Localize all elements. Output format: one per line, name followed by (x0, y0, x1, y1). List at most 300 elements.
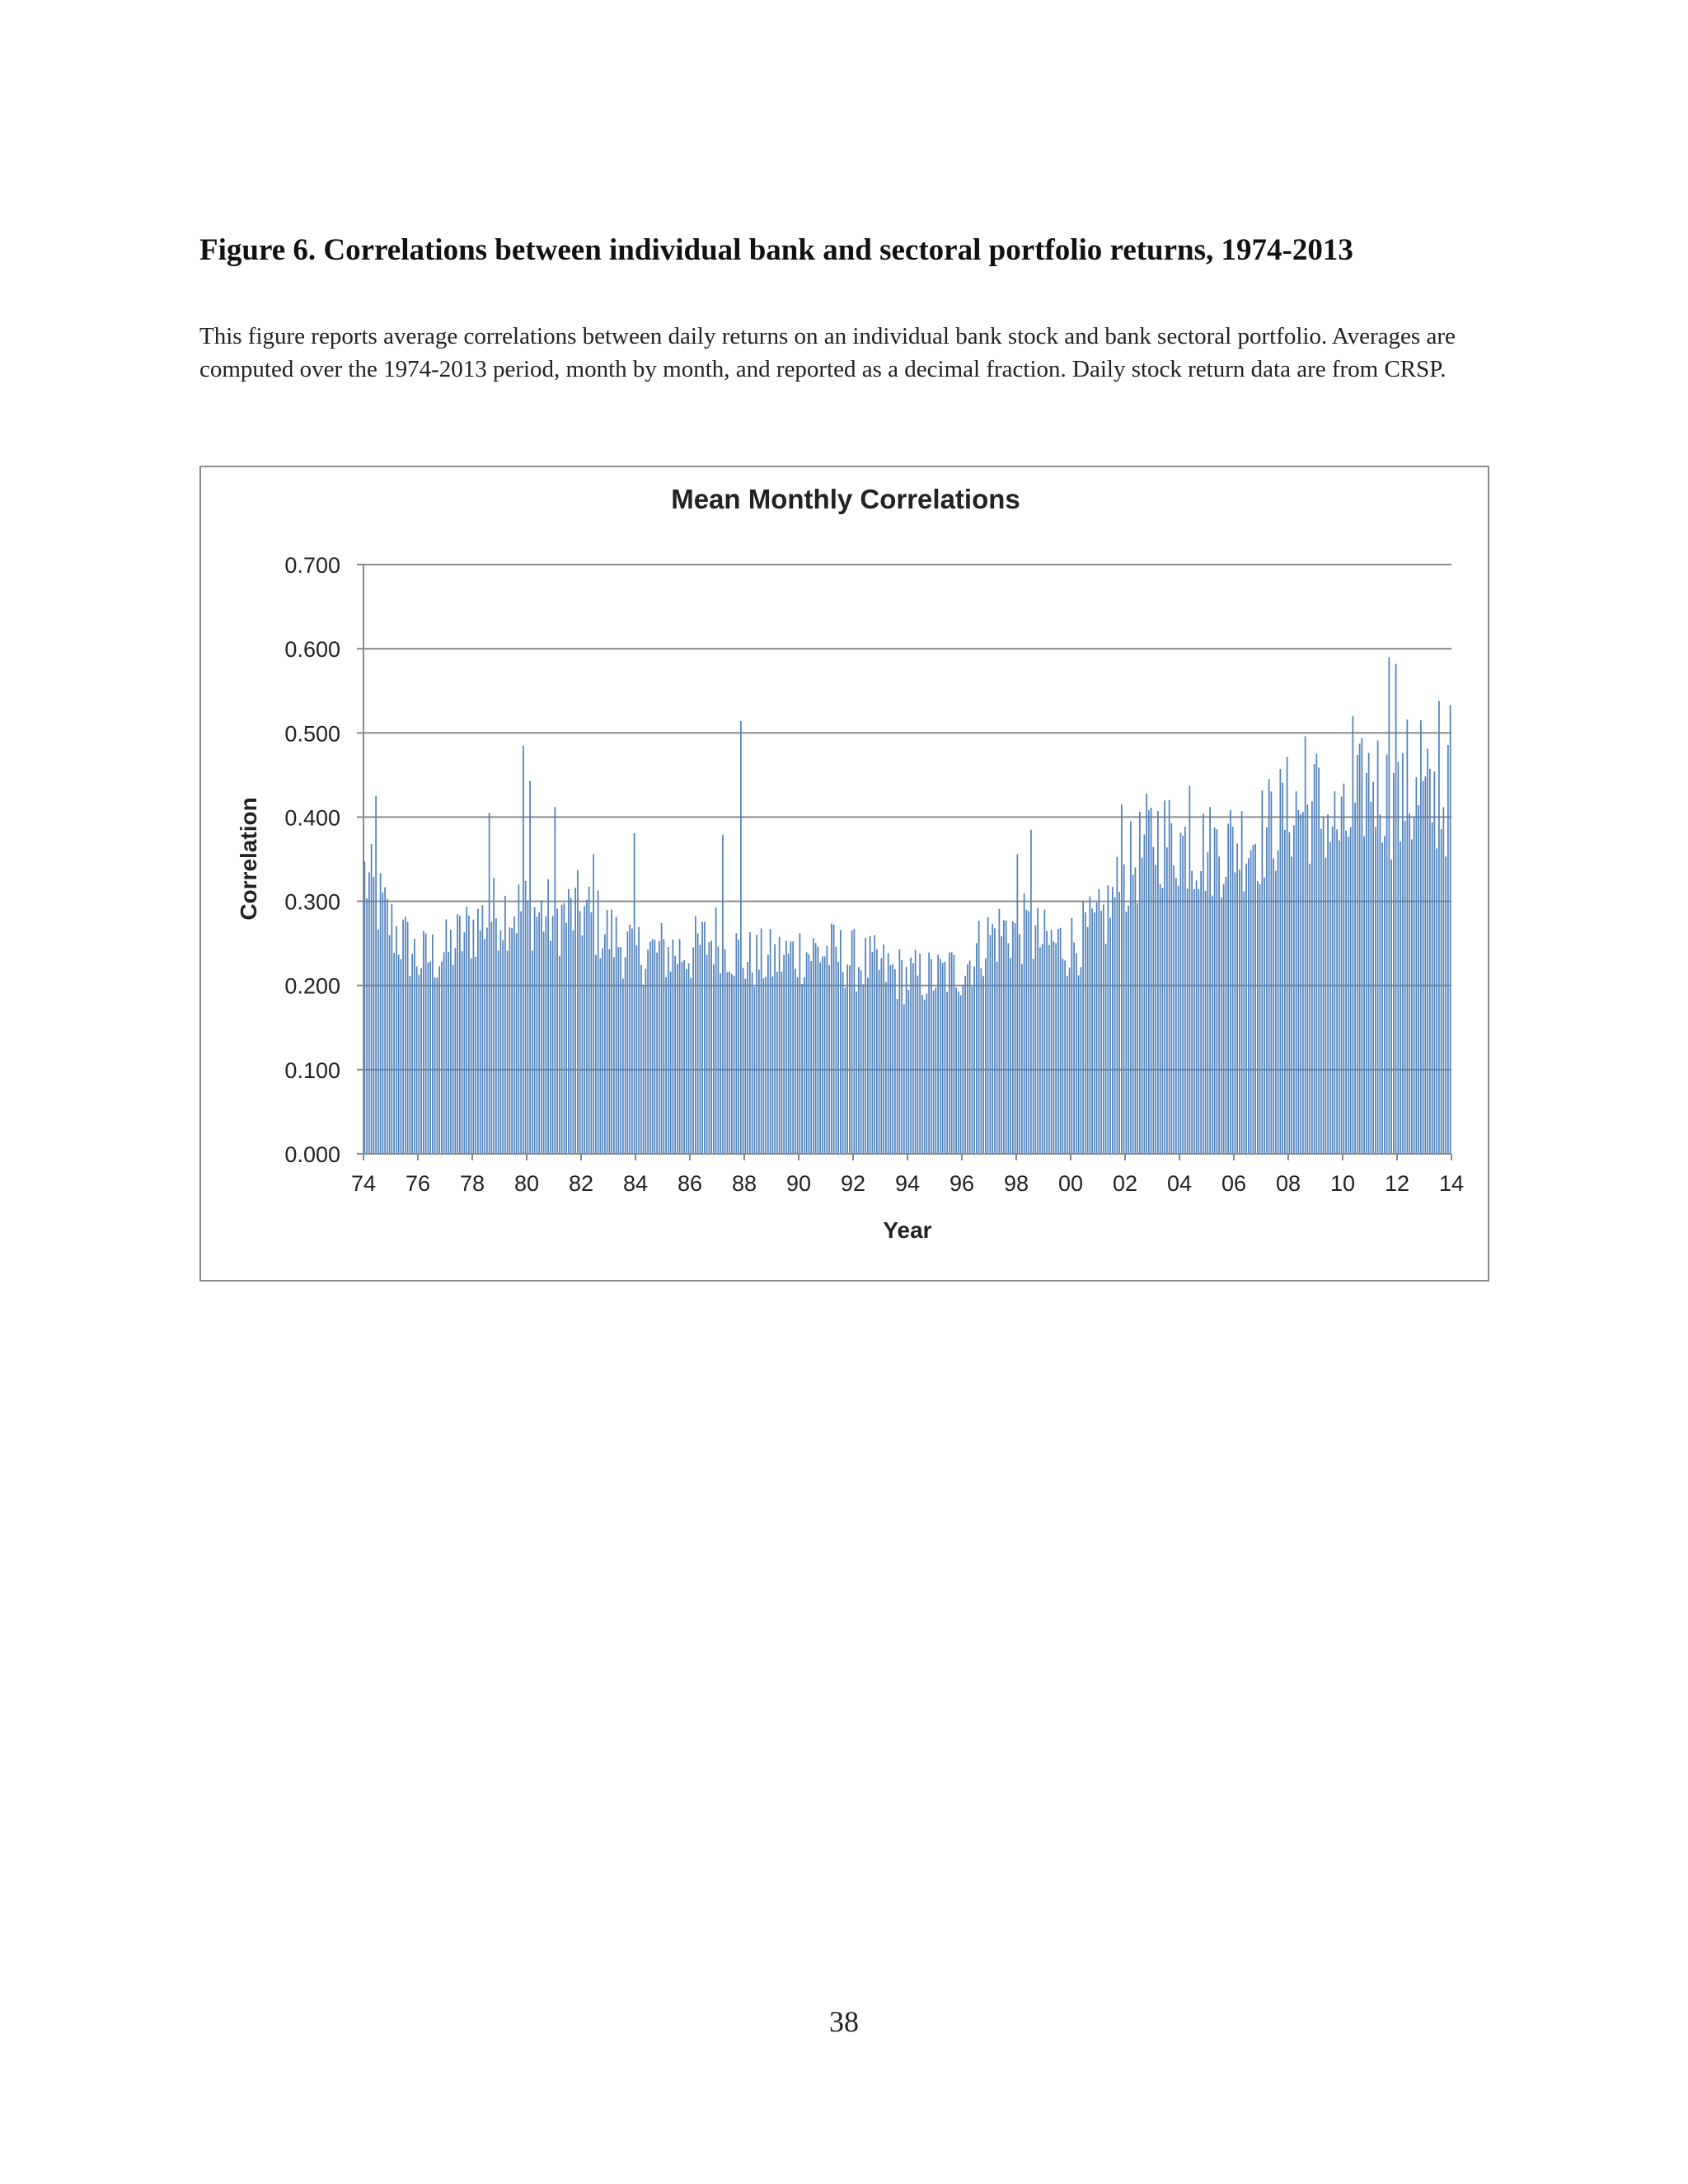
bar (963, 985, 964, 1154)
bar (740, 721, 742, 1154)
bar (1250, 850, 1252, 1154)
bar (1371, 802, 1372, 1154)
bar (1375, 827, 1376, 1155)
bar (836, 947, 837, 1154)
bar (480, 930, 481, 1154)
x-tick-label: 86 (677, 1171, 703, 1196)
bar (779, 937, 781, 1154)
bar (897, 999, 898, 1154)
bar (747, 962, 748, 1154)
bar (513, 916, 515, 1154)
bar (1239, 869, 1240, 1154)
bar (987, 917, 989, 1154)
bar (1060, 928, 1062, 1154)
bar (1345, 831, 1347, 1154)
bar (783, 955, 785, 1154)
bar (1173, 865, 1175, 1154)
bar (1236, 844, 1238, 1154)
bar (969, 961, 971, 1155)
x-tick-label: 84 (622, 1171, 649, 1196)
bar (706, 955, 708, 1154)
x-tick-label: 96 (949, 1171, 975, 1196)
bar (484, 939, 485, 1154)
y-tick-label: 0.300 (284, 889, 340, 915)
bar (1037, 908, 1039, 1154)
bar (538, 912, 540, 1154)
bar (443, 952, 445, 1154)
bar (1082, 901, 1084, 1154)
bar (541, 901, 542, 1154)
bar (1105, 944, 1107, 1154)
x-tick-label: 88 (731, 1171, 757, 1196)
bar (713, 964, 715, 1154)
x-tick-label: 92 (840, 1171, 866, 1196)
bar (607, 910, 608, 1154)
bar (1171, 823, 1173, 1154)
bar (677, 964, 678, 1154)
bar (743, 968, 744, 1154)
bar (673, 940, 674, 1154)
bar (1214, 827, 1216, 1154)
bar (894, 969, 896, 1154)
bar (1100, 911, 1102, 1154)
bar (452, 965, 454, 1154)
bar (818, 946, 819, 1154)
bar (758, 970, 760, 1154)
bar (1334, 791, 1336, 1154)
bar (996, 962, 998, 1154)
bar (504, 896, 506, 1154)
bar (543, 931, 545, 1154)
bar (636, 945, 638, 1154)
x-tick-label: 12 (1384, 1171, 1410, 1196)
bar (477, 909, 479, 1154)
bar (602, 949, 603, 1154)
bar (659, 941, 660, 1154)
bar (1178, 886, 1179, 1154)
bar (1137, 903, 1138, 1154)
bar (459, 916, 461, 1154)
bar (1309, 864, 1311, 1154)
bar (555, 807, 556, 1154)
bar (967, 964, 968, 1154)
bar (1273, 858, 1274, 1154)
figure-caption: This figure reports average correlations between daily returns on an individual bank stock and bank sectoral portfolio. Averages are computed over the 1974-2013 period, month by month, and reported as a decimal fraction. Daily stock return data are from CRSP. (199, 323, 1456, 382)
bar (752, 972, 753, 1154)
bar (647, 949, 649, 1154)
page-number: 38 (829, 2005, 859, 2038)
bar (954, 955, 955, 1154)
bar (833, 925, 835, 1154)
bar (727, 972, 729, 1154)
bar (1039, 947, 1041, 1154)
bar (831, 924, 832, 1154)
bar (380, 873, 382, 1154)
bar (1443, 807, 1445, 1154)
bar (1241, 811, 1243, 1154)
bar (574, 888, 576, 1154)
bar (1432, 823, 1433, 1154)
bar (1042, 944, 1043, 1154)
bar (1184, 827, 1186, 1154)
bar (1094, 912, 1095, 1154)
bar (1339, 841, 1340, 1154)
bar (586, 900, 588, 1154)
bar (785, 940, 787, 1154)
bar (710, 940, 712, 1154)
bar (881, 958, 883, 1154)
bar (1398, 762, 1400, 1154)
bar (797, 977, 799, 1154)
bar (405, 916, 406, 1154)
bar (604, 935, 606, 1154)
bar (377, 930, 379, 1154)
bar (638, 927, 640, 1154)
bar (734, 976, 735, 1154)
bar (1227, 823, 1229, 1154)
bar (1325, 858, 1327, 1154)
bar (1146, 794, 1147, 1154)
bar (828, 965, 830, 1154)
bar (940, 959, 941, 1154)
bar (1425, 776, 1427, 1154)
bar (450, 930, 452, 1154)
bar (772, 977, 774, 1154)
bar (1271, 791, 1273, 1154)
bar (491, 922, 493, 1154)
bar (1311, 801, 1313, 1154)
bar (1244, 891, 1245, 1154)
bar (620, 947, 621, 1154)
bar (874, 935, 875, 1154)
bar (851, 930, 853, 1154)
bar (561, 905, 563, 1154)
bar (1420, 720, 1422, 1154)
bar (438, 966, 440, 1154)
bar (1289, 832, 1291, 1154)
bar (854, 929, 856, 1154)
bar (1436, 848, 1437, 1154)
bar (414, 939, 415, 1154)
x-tick-label: 90 (785, 1171, 812, 1196)
bar (468, 916, 470, 1154)
bar (810, 961, 812, 1154)
bar (1117, 857, 1118, 1154)
bar (1389, 657, 1390, 1154)
bar (1006, 921, 1007, 1154)
bar (645, 968, 647, 1154)
gridlines (363, 565, 1451, 1070)
bar (686, 969, 687, 1154)
bar (366, 898, 368, 1154)
bar (1055, 943, 1057, 1154)
bar (792, 941, 794, 1154)
bar (611, 910, 612, 1154)
bar (423, 931, 424, 1154)
bar (1139, 812, 1141, 1154)
bar (888, 953, 889, 1154)
bar (663, 940, 665, 1154)
bar (1407, 719, 1409, 1154)
bar (622, 978, 624, 1154)
bar (588, 887, 590, 1154)
x-tick-label: 82 (568, 1171, 594, 1196)
bar (649, 942, 651, 1154)
bar (770, 929, 771, 1154)
bar (1067, 976, 1068, 1154)
bar (674, 956, 676, 1154)
bar (756, 935, 757, 1154)
bar (1253, 845, 1254, 1154)
y-tick-label: 0.500 (284, 721, 340, 747)
bar (398, 954, 400, 1154)
bar (1091, 908, 1093, 1154)
bar (867, 977, 869, 1154)
bar (1144, 835, 1146, 1155)
bar (665, 977, 667, 1154)
bar (1180, 832, 1182, 1154)
bar (976, 943, 978, 1154)
bar (518, 884, 520, 1154)
bar (550, 940, 551, 1154)
bar (1209, 807, 1211, 1154)
bar (860, 970, 862, 1154)
bar (1320, 829, 1322, 1154)
bar (1357, 755, 1358, 1154)
bar (500, 930, 502, 1154)
bar (1151, 808, 1152, 1154)
bar (1395, 664, 1397, 1154)
bar (482, 905, 484, 1154)
bar (462, 951, 463, 1154)
bar (1121, 804, 1123, 1154)
bar (935, 987, 937, 1154)
y-tick-label: 0.100 (284, 1057, 340, 1083)
bar (738, 940, 739, 1154)
bar-series (364, 657, 1451, 1154)
bar (402, 920, 404, 1154)
bar (1053, 941, 1055, 1154)
bar (1323, 818, 1325, 1154)
bar (396, 926, 397, 1154)
bar (819, 963, 821, 1154)
bar (502, 940, 504, 1154)
bar (724, 949, 726, 1154)
bar (1230, 810, 1231, 1154)
bar (1135, 868, 1137, 1154)
bar (1341, 797, 1343, 1154)
bar (600, 958, 602, 1154)
bar (1109, 917, 1111, 1154)
bar (1130, 822, 1132, 1155)
bar (809, 954, 810, 1154)
bar (1221, 898, 1222, 1154)
bar (917, 976, 919, 1154)
bar (776, 972, 778, 1154)
bar (1296, 791, 1297, 1154)
bar (955, 988, 957, 1154)
bar (1411, 839, 1413, 1154)
bar (842, 972, 844, 1154)
bar (1132, 875, 1134, 1154)
bar (846, 964, 848, 1154)
bar (1280, 769, 1282, 1154)
bar (863, 984, 865, 1154)
bar (1193, 889, 1195, 1154)
bar (368, 872, 370, 1154)
bar (389, 935, 391, 1154)
bar (1155, 865, 1156, 1154)
bar (640, 965, 642, 1154)
bar (1262, 790, 1264, 1154)
bar (1372, 782, 1374, 1154)
bar (1175, 878, 1177, 1154)
bar (556, 908, 558, 1154)
bar (625, 958, 626, 1154)
bar (754, 987, 756, 1154)
bar (668, 947, 669, 1154)
bar (781, 972, 783, 1154)
bar (928, 953, 930, 1154)
bar (856, 991, 857, 1154)
chart-frame (199, 466, 1489, 1282)
bar (795, 968, 796, 1154)
bar (865, 938, 866, 1154)
bar (1384, 836, 1386, 1154)
bar (420, 968, 422, 1154)
bar (1390, 860, 1392, 1154)
x-axis-ticks (351, 1154, 1464, 1196)
bar (1126, 912, 1128, 1154)
bar (1441, 829, 1442, 1154)
bar (1429, 769, 1431, 1154)
bar (516, 933, 518, 1154)
bar (906, 967, 907, 1154)
bar (1069, 968, 1071, 1154)
bar (1366, 773, 1367, 1154)
bar (870, 936, 871, 1154)
bar-chart (201, 467, 1488, 1280)
bar (910, 958, 912, 1154)
bar (411, 954, 413, 1154)
bar (565, 923, 567, 1154)
bar (876, 949, 878, 1154)
bar (1218, 856, 1220, 1154)
bar (960, 996, 962, 1154)
bar (1010, 958, 1011, 1154)
bar (849, 965, 851, 1154)
bar (1447, 745, 1449, 1154)
x-tick-label: 06 (1221, 1171, 1247, 1196)
bar (475, 957, 476, 1154)
bar (949, 953, 950, 1154)
bar (627, 931, 629, 1154)
bar (845, 988, 846, 1154)
bar (946, 992, 948, 1154)
bar (990, 935, 992, 1154)
bar (525, 881, 527, 1154)
bar (697, 934, 699, 1154)
bar (1348, 837, 1349, 1154)
bar (573, 930, 574, 1154)
bar (486, 927, 488, 1154)
bar (978, 921, 980, 1154)
bar (901, 960, 903, 1154)
bar (933, 991, 935, 1154)
bar (416, 967, 418, 1154)
bar (1182, 836, 1184, 1154)
bar (1423, 781, 1424, 1154)
bar (1362, 738, 1363, 1154)
bar (582, 935, 584, 1154)
x-tick-label: 98 (1003, 1171, 1029, 1196)
bar (992, 924, 993, 1154)
bar (1008, 943, 1010, 1154)
bar (822, 956, 823, 1154)
bar (1099, 889, 1100, 1154)
bar (564, 903, 565, 1154)
bar (1164, 800, 1165, 1154)
bar (1012, 921, 1014, 1154)
bar (827, 945, 828, 1154)
bar (1266, 827, 1268, 1154)
bar (718, 946, 720, 1154)
bar (729, 972, 730, 1154)
bar (1200, 871, 1202, 1154)
bar (429, 962, 431, 1154)
bar (701, 921, 703, 1154)
bar (1284, 830, 1286, 1154)
bar (570, 898, 572, 1154)
bar (473, 920, 475, 1154)
bar (788, 954, 790, 1154)
bar (509, 927, 511, 1154)
bar (546, 916, 547, 1154)
bar (1096, 902, 1098, 1154)
bar (457, 914, 458, 1154)
x-tick-label: 00 (1057, 1171, 1084, 1196)
bar (373, 877, 375, 1154)
bar (1087, 927, 1089, 1154)
bar (547, 879, 549, 1154)
bar (1198, 889, 1200, 1154)
bar (616, 917, 617, 1154)
bar (1203, 813, 1204, 1154)
bar (401, 959, 402, 1154)
bar (393, 953, 395, 1154)
bar (507, 951, 509, 1154)
bar (568, 889, 570, 1154)
bar (872, 952, 874, 1154)
bar (1245, 864, 1247, 1154)
x-tick-label: 04 (1166, 1171, 1193, 1196)
bar (688, 963, 690, 1154)
bar (618, 947, 620, 1154)
bar (579, 911, 581, 1154)
bar (745, 979, 747, 1154)
bar (1278, 851, 1279, 1154)
bar (1350, 827, 1352, 1154)
bar (799, 933, 801, 1154)
bar (790, 941, 792, 1154)
bar (704, 922, 706, 1154)
bar (692, 948, 694, 1154)
bar (840, 930, 842, 1154)
bar (1329, 842, 1331, 1154)
bar (942, 963, 944, 1154)
bar (1191, 871, 1193, 1154)
bar (1393, 773, 1395, 1154)
